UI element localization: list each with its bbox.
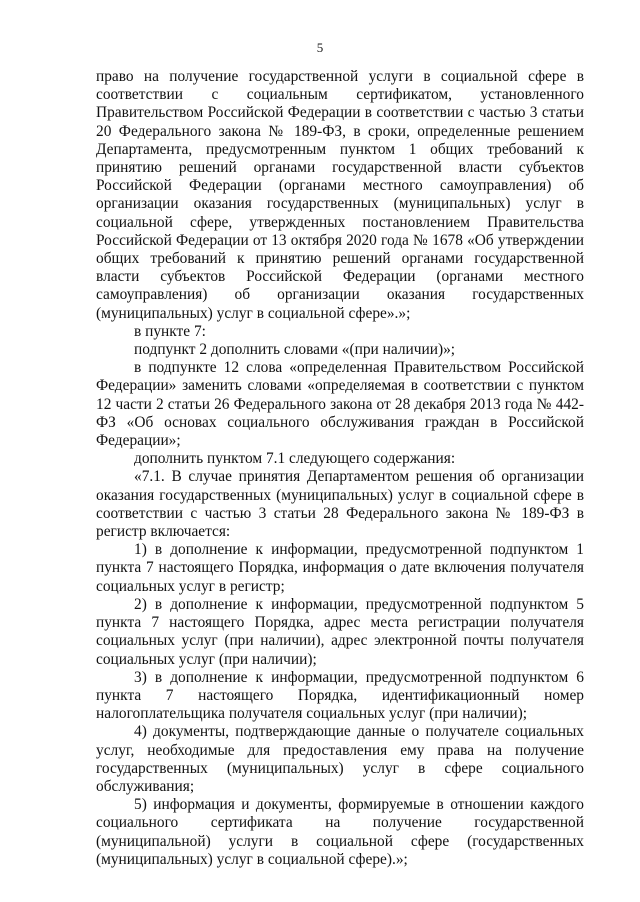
list-item-5: 5) информация и документы, формируемые в отношении каждого социального сертификата на получение государственной (муниципальной) услуги в социальной сфере (государственных (муниципальных) услуг в социальной сфере).»; (96, 796, 584, 868)
paragraph-continuation: право на получение государственной услуги в социальной сфере в соответствии с социальным сертификатом, установленного Правительством Российской Федерации в соответствии с частью 3 статьи 20 Федерального закона № 189-ФЗ, в сроки, определенные решением Департамента, предусмотренным пунктом 1 общих требований к принятию решений органами государственной власти субъектов Российской Федерации (органами местного самоуправления) об организации оказания государственных (муниципальных) услуг в социальной сфере, утвержденных постановлением Правительства Российской Федерации от 13 октября 2020 года № 1678 «Об утверждении общих требований к принятию решений органами государственной власти субъектов Российской Федерации (органами местного самоуправления) об организации оказания государственных (муниципальных) услуг в социальной сфере».»; (96, 68, 584, 322)
list-item-4: 4) документы, подтверждающие данные о получателе социальных услуг, необходимые для предоставления ему права на получение государственных (муниципальных) услуг в сфере социального обслуживания; (96, 723, 584, 795)
list-item-3: 3) в дополнение к информации, предусмотренной подпунктом 6 пункта 7 настоящего Порядка, идентификационный номер налогоплательщика получателя социальных услуг (при наличии); (96, 668, 584, 723)
paragraph-point-7-intro: в пункте 7: (134, 322, 206, 340)
paragraph-subpoint-2: подпункт 2 дополнить словами «(при наличии)»; (134, 341, 456, 359)
list-item-1: 1) в дополнение к информации, предусмотренной подпунктом 1 пункта 7 настоящего Порядка, информация о дате включения получателя социальных услуг в регистр; (96, 541, 584, 595)
paragraph-add-point-7-1: дополнить пунктом 7.1 следующего содержания: (134, 450, 456, 468)
document-body (96, 68, 584, 869)
page-number: 5 (316, 40, 324, 55)
paragraph-point-7-1: «7.1. В случае принятия Департаментом решения об организации оказания государственных (муниципальных) услуг в социальной сфере в соответствии с частью 3 статьи 28 Федерального закона № 189-ФЗ в регистр включается: (96, 468, 584, 541)
paragraph-subpoint-12: в подпункте 12 слова «определенная Правительством Российской Федерации» заменить словами «определяемая в соответствии с пунктом 12 части 2 статьи 26 Федерального закона от 28 декабря 2013 года № 442-ФЗ «Об основах социального обслуживания граждан в Российской Федерации»; (96, 359, 584, 450)
list-item-2: 2) в дополнение к информации, предусмотренной подпунктом 5 пункта 7 настоящего Порядка, адрес места регистрации получателя социальных услуг (при наличии), адрес электронной почты получателя социальных услуг (при наличии); (96, 595, 584, 668)
